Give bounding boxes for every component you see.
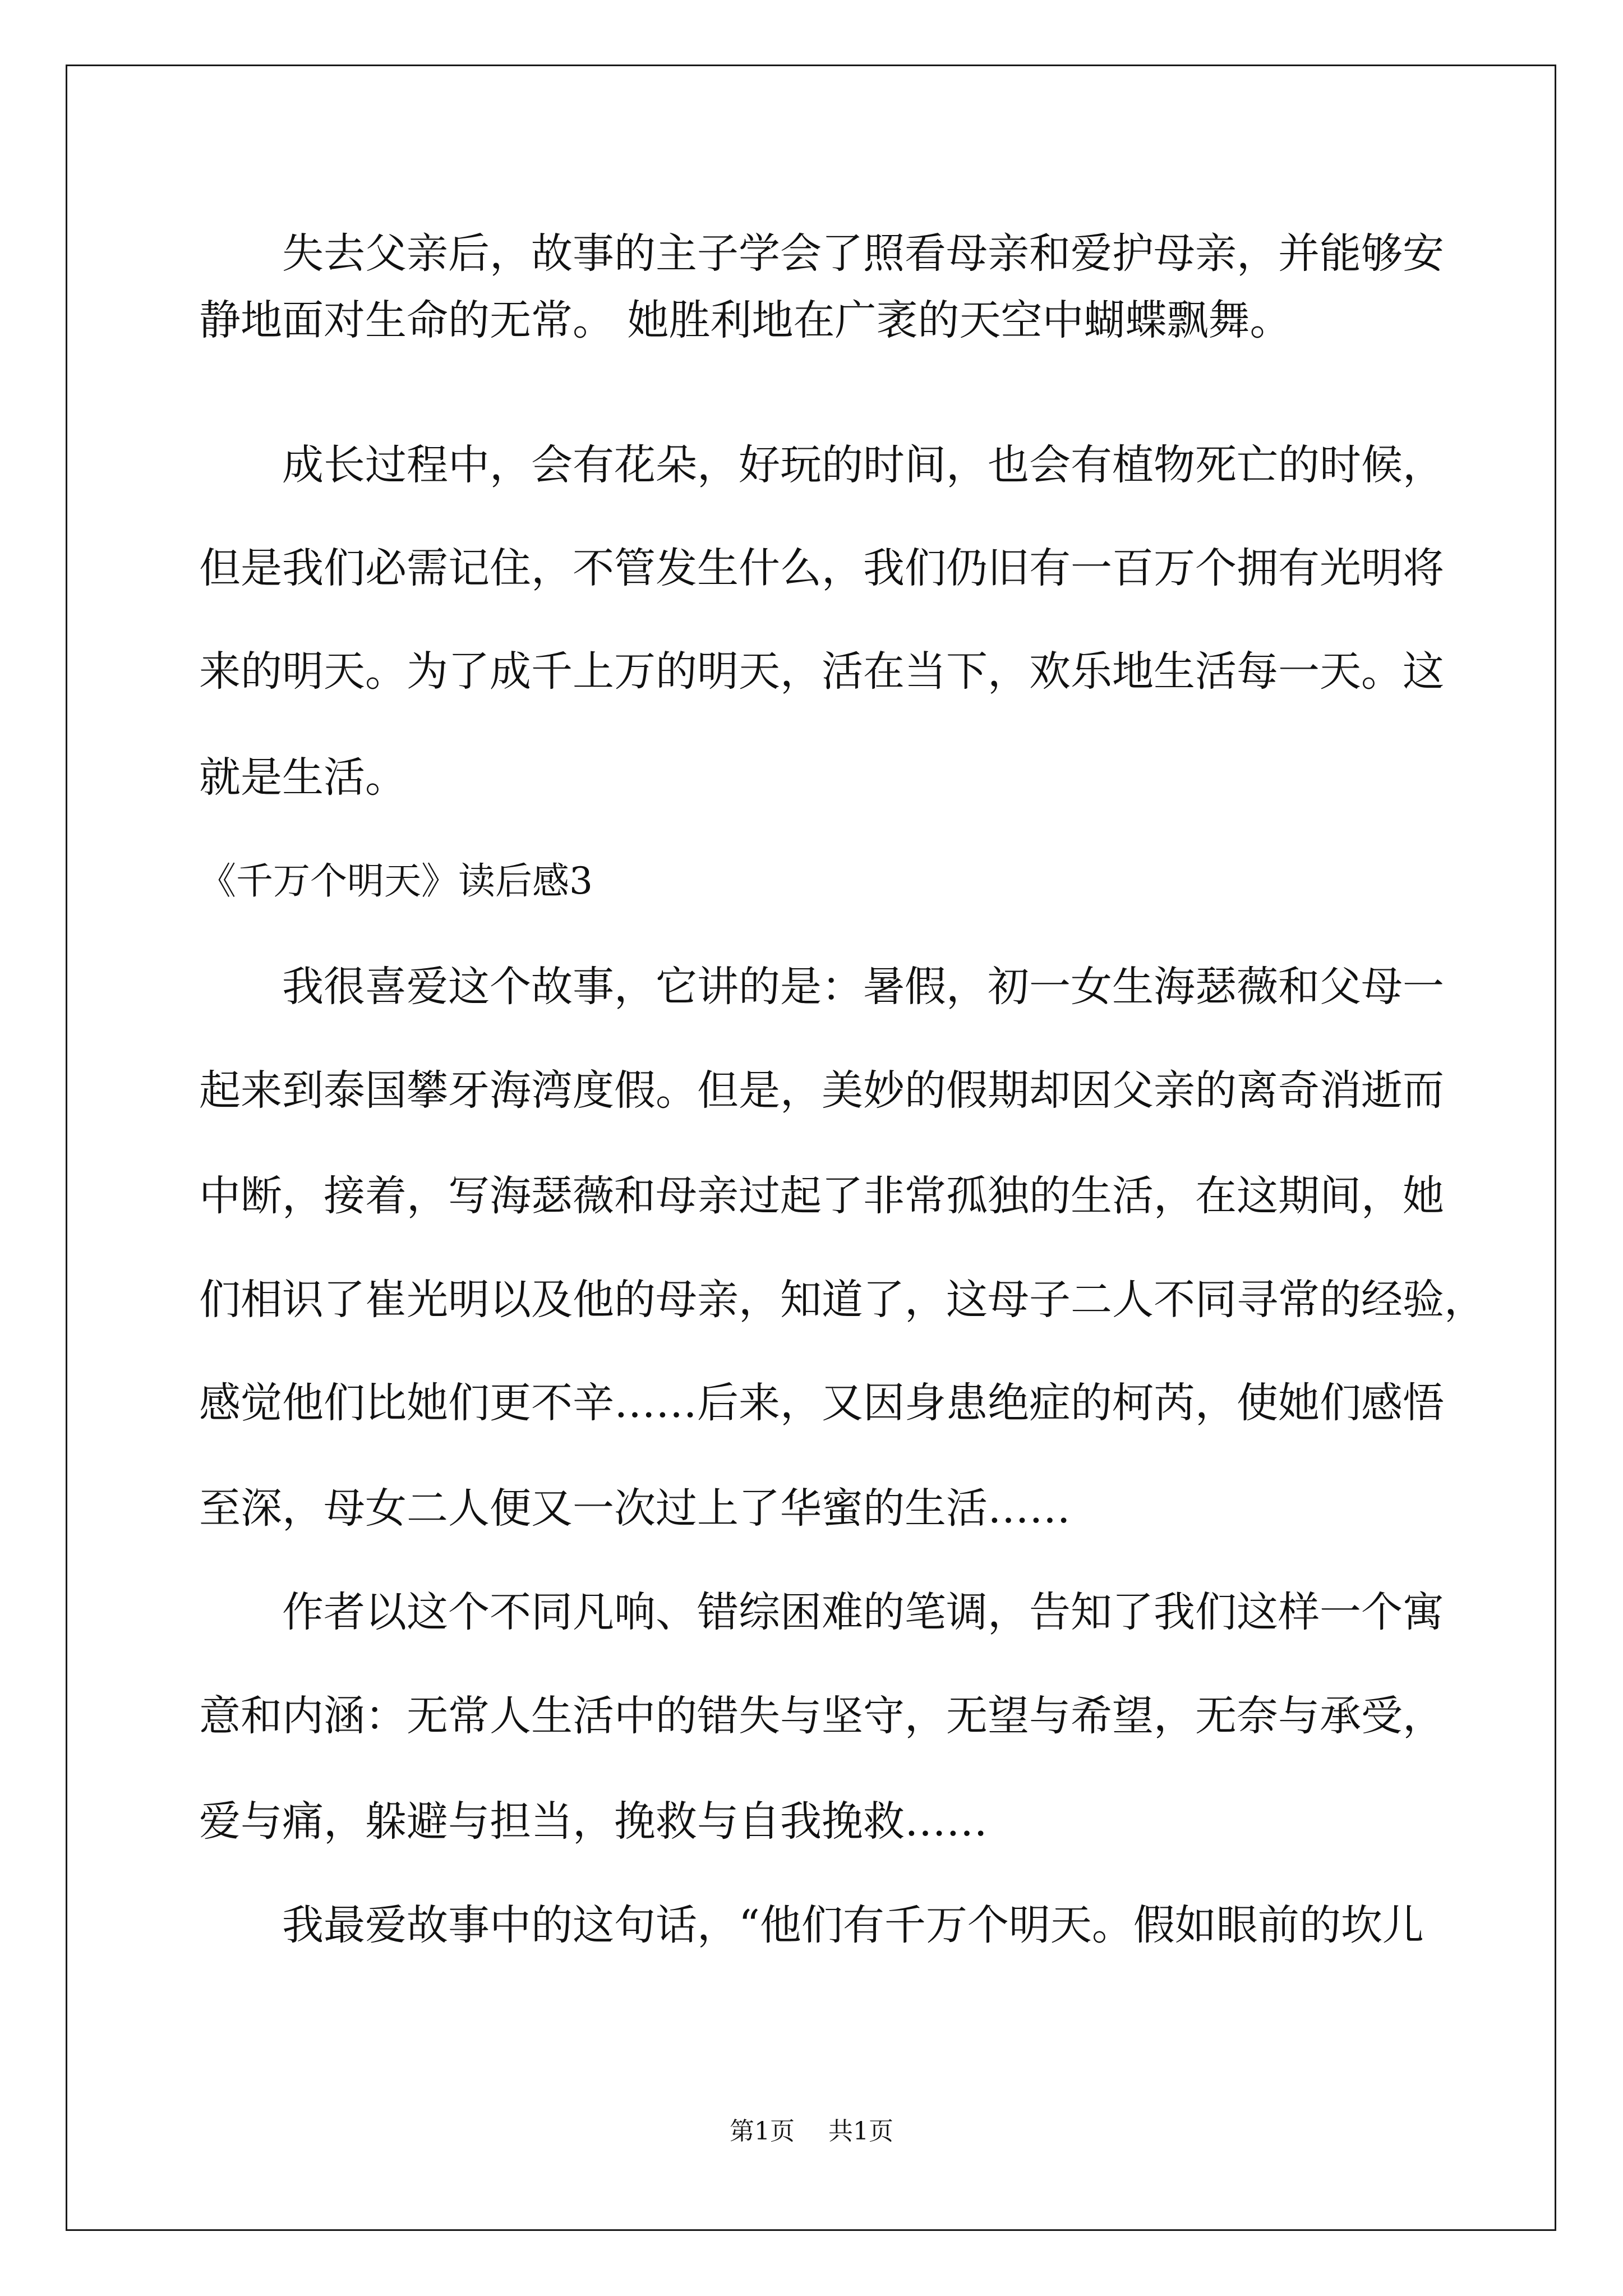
- paragraph-line: 我很喜爱这个故事，它讲的是：暑假，初一女生海瑟薇和父母一: [282, 963, 1444, 1011]
- page-number: 第1页: [730, 2117, 795, 2146]
- paragraph-line: 中断，接着，写海瑟薇和母亲过起了非常孤独的生活，在这期间，她: [199, 1172, 1444, 1220]
- paragraph-line: 作者以这个不同凡响、错综困难的笔调，告知了我们这样一个寓: [282, 1588, 1444, 1636]
- page-total: 共1页: [828, 2117, 893, 2146]
- paragraph-line: 静地面对生命的无常。 她胜利地在广袤的天空中蝴蝶飘舞。: [199, 296, 1292, 344]
- paragraph-line: 意和内涵：无常人生活中的错失与坚守，无望与希望，无奈与承受，: [199, 1692, 1444, 1740]
- paragraph-line: 感觉他们比她们更不辛……后来，又因身患绝症的柯芮，使她们感悟: [199, 1379, 1444, 1427]
- paragraph-line: 但是我们必需记住，不管发生什么，我们仍旧有一百万个拥有光明将: [199, 544, 1444, 592]
- paragraph-line: 成长过程中，会有花朵，好玩的时间，也会有植物死亡的时候，: [282, 441, 1444, 489]
- paragraph-line: 失去父亲后，故事的主子学会了照看母亲和爱护母亲，并能够安: [282, 229, 1444, 278]
- paragraph-line: 来的明天。为了成千上万的明天，活在当下，欢乐地生活每一天。这: [199, 647, 1444, 696]
- paragraph-line: 起来到泰国攀牙海湾度假。但是，美妙的假期却因父亲的离奇消逝而: [199, 1066, 1444, 1115]
- paragraph-line: 至深，母女二人便又一次过上了华蜜的生活……: [199, 1484, 1071, 1533]
- section-heading: 《千万个明天》读后感3: [199, 859, 593, 903]
- paragraph-line: 就是生活。: [199, 753, 407, 802]
- page-footer: [0, 2115, 1623, 2148]
- paragraph-line: 们相识了崔光明以及他的母亲，知道了，这母子二人不同寻常的经验，: [199, 1276, 1486, 1324]
- paragraph-line: 爱与痛，躲避与担当，挽救与自我挽救……: [199, 1797, 988, 1846]
- paragraph-line: 我最爱故事中的这句话，“他们有千万个明天。假如眼前的坎儿: [282, 1901, 1424, 1949]
